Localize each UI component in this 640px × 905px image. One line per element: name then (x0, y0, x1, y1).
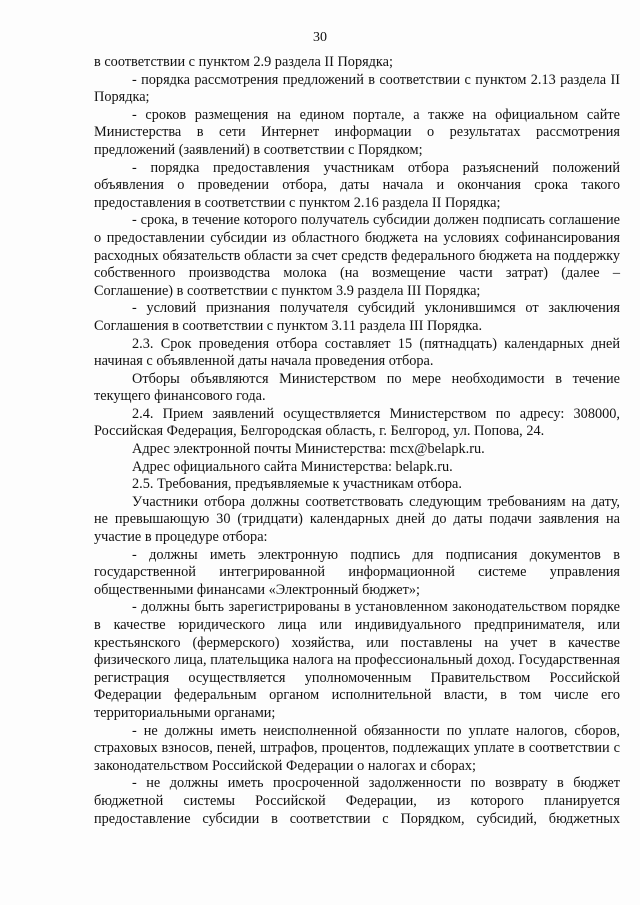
paragraph: Адрес официального сайта Министерства: belapk.ru. (132, 458, 453, 475)
page-number: 30 (313, 30, 327, 45)
paragraph: 2.4. Прием заявлений осуществляется Министерством по адресу: 308000, Российская Федерация, Белгородская область, г. Белгород, ул. Попова, 24. (94, 405, 620, 440)
paragraph: - сроков размещения на едином портале, а также на официальном сайте Министерства в сети Интернет информации о результатах рассмотрения предложений (заявлений) в соответствии с Порядком; (94, 106, 620, 158)
paragraph: - условий признания получателя субсидий уклонившимся от заключения Соглашения в соответствии с пунктом 3.11 раздела III Порядка. (94, 300, 620, 334)
paragraph: - порядка предоставления участникам отбора разъяснений положений объявления о проведении отбора, даты начала и окончания срока такого предоставления в соответствии с пунктом 2.16 раздела II Порядка; (94, 159, 620, 211)
paragraph: 2.5. Требования, предъявляемые к участникам отбора. (132, 476, 462, 493)
paragraph: Отборы объявляются Министерством по мере необходимости в течение текущего финансового года. (94, 370, 620, 405)
paragraph: - не должны иметь просроченной задолженности по возврату в бюджет бюджетной системы Российской Федерации, из которого планируется предоставление субсидии в соответствии с Порядком, субсидий, бюджетных (94, 775, 620, 827)
paragraph: Участники отбора должны соответствовать следующим требованиям на дату, не превышающую 30 (тридцати) календарных дней до даты подачи заявления на участие в процедуре отбора: (94, 493, 620, 546)
paragraph: Адрес электронной почты Министерства: mcx@belapk.ru. (132, 441, 485, 458)
paragraph: - срока, в течение которого получатель субсидии должен подписать соглашение о предоставлении субсидии из областного бюджета на условиях софинансирования расходных обязательств области за счет средств федерального бюджета на поддержку собственного производства молока (на возмещение части затрат) (далее – Соглашение) в соответствии с пунктом 3.9 раздела III Порядка; (94, 212, 620, 299)
document-body (94, 54, 620, 828)
paragraph: - должны быть зарегистрированы в установленном законодательством порядке в качестве юридического лица или индивидуального предпринимателя, или крестьянского (фермерского) хозяйства, или поставлены на учет в качестве физического лица, плательщика налога на профессиональный доход. Государственная регистрация осуществляется уполномоченным Правительством Российской Федерации федеральным органом исполнительной власти, в том числе его территориальными органами; (94, 599, 620, 721)
paragraph: - должны иметь электронную подпись для подписания документов в государственной интегрированной информационной системе управления общественными финансами «Электронный бюджет»; (94, 546, 620, 598)
paragraph: - не должны иметь неисполненной обязанности по уплате налогов, сборов, страховых взносов, пеней, штрафов, процентов, подлежащих уплате в соответствии с законодательством Российской Федерации о налогах и сборах; (94, 722, 620, 774)
paragraph: - порядка рассмотрения предложений в соответствии с пунктом 2.13 раздела II Порядка; (94, 71, 620, 106)
paragraph: в соответствии с пунктом 2.9 раздела II Порядка; (94, 54, 393, 70)
paragraph: 2.3. Срок проведения отбора составляет 15 (пятнадцать) календарных дней начиная с объявленной даты начала проведения отбора. (94, 335, 620, 370)
